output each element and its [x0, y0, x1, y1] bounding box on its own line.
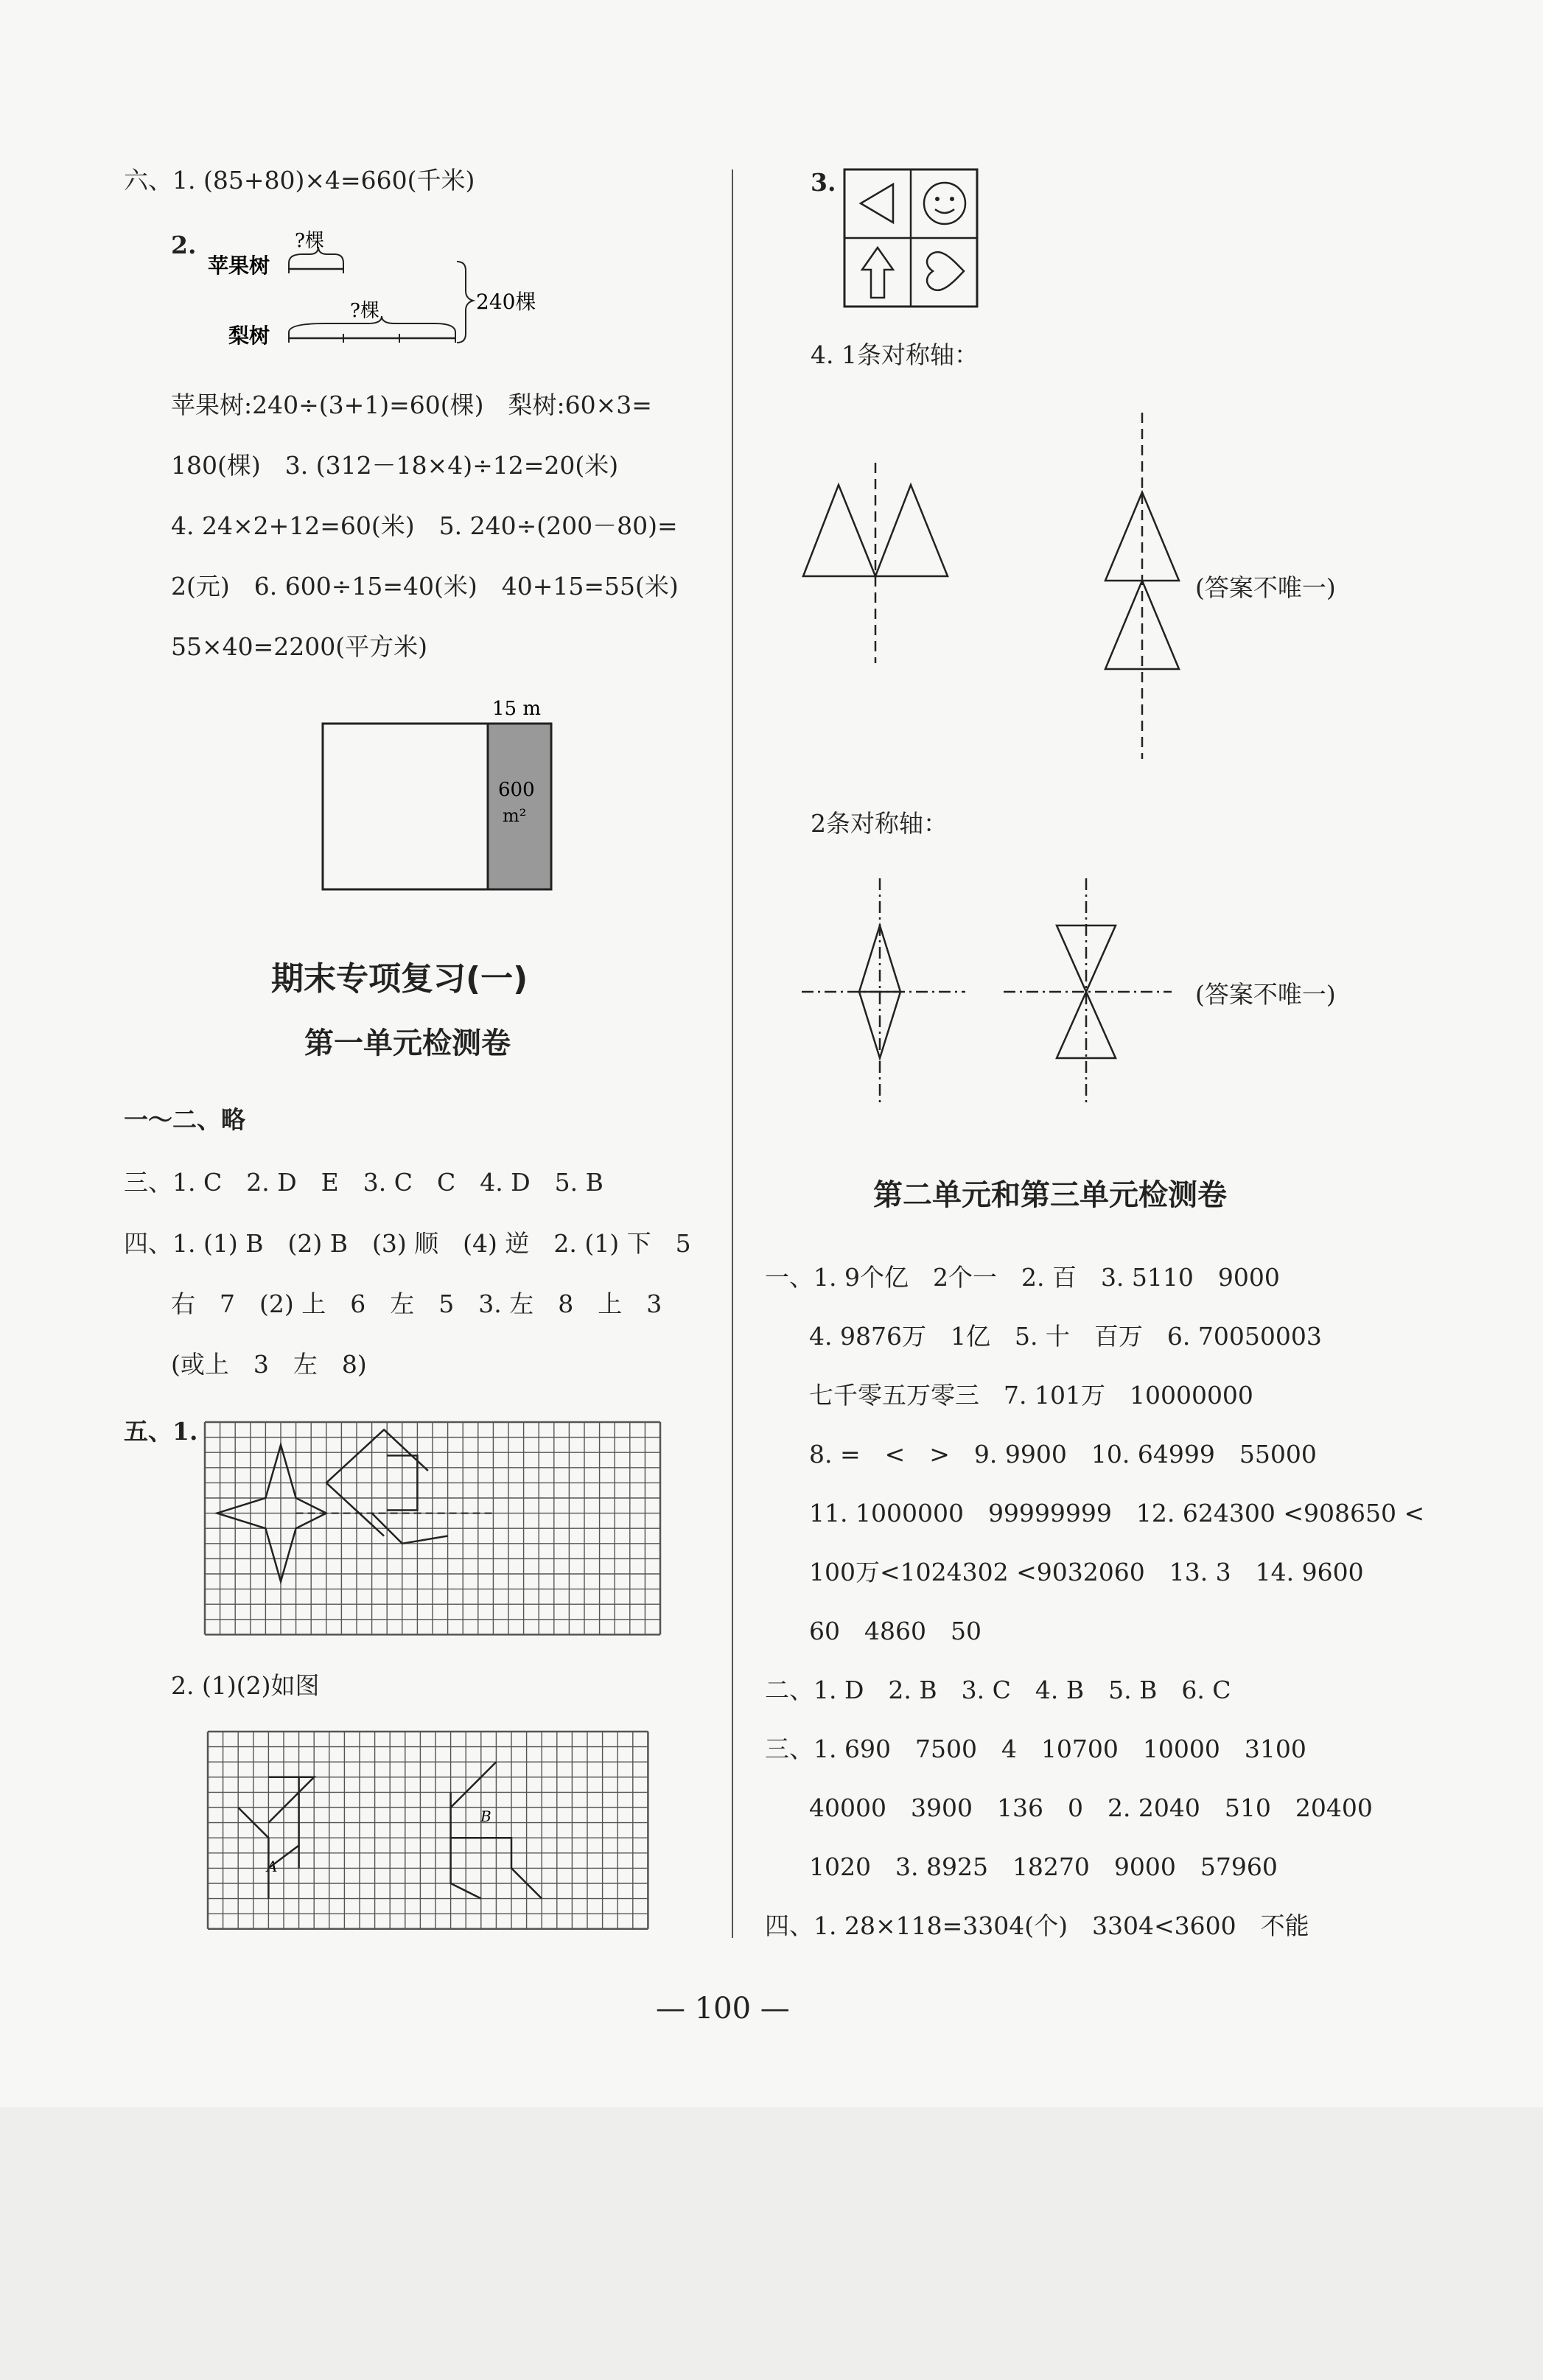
right-note-2: (答案不唯一)	[1195, 980, 1336, 1009]
column-divider	[732, 169, 733, 1938]
grid-lines	[208, 1732, 648, 1929]
unit1-line-1: 一～二、略	[124, 1105, 245, 1134]
area-unit: m²	[503, 805, 527, 826]
grid2-label-b: B	[480, 1807, 491, 1825]
right-q4: 4. 1条对称轴：	[811, 340, 979, 369]
pear-label: 梨树	[228, 323, 270, 348]
grid-figure-2	[208, 1732, 665, 1945]
page-number: — 100 —	[656, 1992, 790, 2026]
unit23-line-2: 4. 9876万 1亿 5. 十 百万 6. 70050003	[809, 1322, 1322, 1351]
unit23-line-4: 8. = < > 9. 9900 10. 64999 55000	[809, 1440, 1317, 1469]
rectangle-area-figure	[317, 693, 560, 892]
arrow-feathers	[372, 1455, 448, 1543]
unit23-line-6: 100万<1024302 <9032060 13. 3 14. 9600	[809, 1558, 1364, 1586]
apple-label: 苹果树	[208, 253, 270, 278]
s6-line-5: 55×40=2200(平方米)	[171, 632, 428, 661]
unit23-line-10: 40000 3900 136 0 2. 2040 510 20400	[809, 1793, 1373, 1822]
s6-q1: 六、1. (85+80)×4=660(千米)	[124, 166, 475, 195]
unit1-line-2: 三、1. C 2. D E 3. C C 4. D 5. B	[124, 1168, 603, 1197]
unit1-line-4: 右 7 (2) 上 6 左 5 3. 左 8 上 3	[171, 1289, 662, 1318]
section-title-main: 期末专项复习(一)	[271, 960, 528, 998]
grid-figure-1	[205, 1422, 662, 1636]
right-note-1: (答案不唯一)	[1195, 573, 1336, 602]
unit1-line-7: 2. (1)(2)如图	[171, 1671, 320, 1700]
unit1-line-3: 四、1. (1) B (2) B (3) 顺 (4) 逆 2. (1) 下 5	[124, 1229, 691, 1258]
section-title-unit1: 第一单元检测卷	[304, 1026, 511, 1060]
unit1-line-5: (或上 3 左 8)	[171, 1350, 367, 1379]
width-label: 15 m	[492, 698, 542, 720]
unit23-line-11: 1020 3. 8925 18270 9000 57960	[809, 1852, 1278, 1881]
unit23-line-9: 三、1. 690 7500 4 10700 10000 3100	[765, 1735, 1306, 1763]
s6-line-3: 4. 24×2+12=60(米) 5. 240÷(200－80)=	[171, 511, 678, 540]
s6-line-2: 180(棵) 3. (312－18×4)÷12=20(米)	[171, 451, 619, 480]
unit23-line-1: 一、1. 9个亿 2个一 2. 百 3. 5110 9000	[765, 1263, 1280, 1292]
s6-q2-number: 2.	[171, 231, 197, 259]
unit23-line-7: 60 4860 50	[809, 1617, 982, 1645]
grid2-label-a: A	[267, 1858, 278, 1875]
s6-line-1: 苹果树:240÷(3+1)=60(棵) 梨树:60×3=	[171, 391, 652, 419]
unit23-line-12: 四、1. 28×118=3304(个) 3304<3600 不能	[765, 1911, 1309, 1940]
s6-line-4: 2(元) 6. 600÷15=40(米) 40+15=55(米)	[171, 572, 679, 601]
right-q4b: 2条对称轴：	[811, 809, 948, 838]
unit23-line-8: 二、1. D 2. B 3. C 4. B 5. B 6. C	[765, 1676, 1231, 1704]
area-value: 600	[498, 779, 535, 801]
right-q3-number: 3.	[811, 168, 836, 197]
unit23-line-3: 七千零五万零三 7. 101万 10000000	[809, 1381, 1253, 1410]
page-bottom-shade	[0, 2107, 1543, 2380]
unit23-line-5: 11. 1000000 99999999 12. 624300 <908650 <	[809, 1499, 1425, 1527]
section-title-unit23: 第二单元和第三单元检测卷	[873, 1178, 1227, 1212]
unit1-line-6: 五、1.	[124, 1417, 198, 1446]
total-label: 240棵	[476, 290, 536, 314]
tree-segment-diagram	[199, 225, 553, 350]
apple-question: ?棵	[295, 230, 324, 252]
symbol-grid-figure	[842, 168, 986, 308]
grid-lines	[205, 1422, 660, 1634]
pear-question: ?棵	[350, 300, 379, 322]
